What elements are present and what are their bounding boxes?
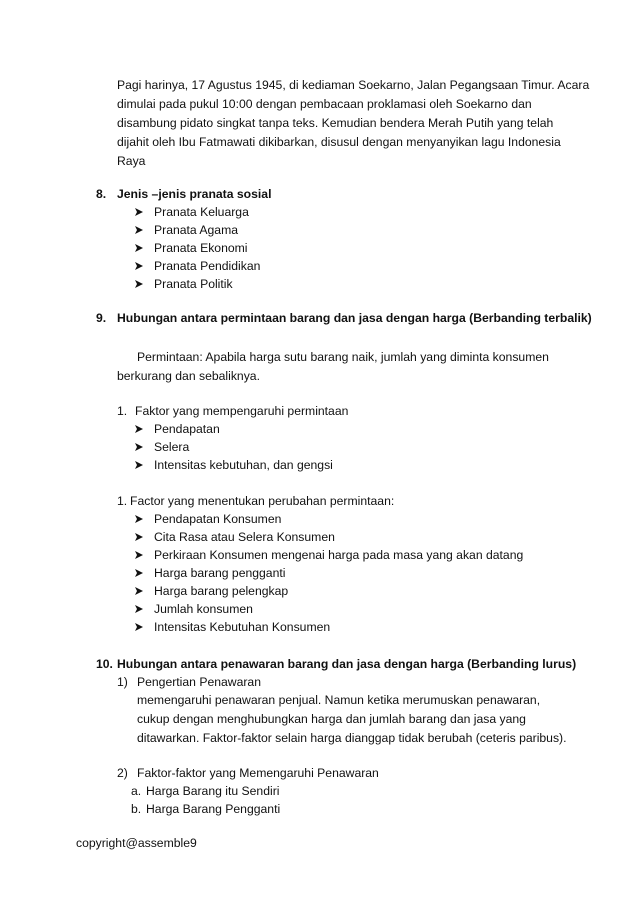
- list-item: Pranata Ekonomi: [154, 241, 248, 255]
- section-10-number: 10.: [96, 657, 113, 671]
- list-item: Jumlah konsumen: [154, 602, 253, 616]
- arrowhead-bullet-icon: [134, 257, 144, 275]
- sub2-item-text: Harga Barang itu Sendiri: [146, 784, 280, 798]
- arrowhead-bullet-icon: [134, 239, 144, 257]
- arrowhead-bullet-icon: [134, 203, 144, 221]
- sub1-line-1: memengaruhi penawaran penjual. Namun ketika merumuskan penawaran,: [137, 693, 541, 707]
- list-item: Harga barang pelengkap: [154, 584, 289, 598]
- section-8-heading: Jenis –jenis pranata sosial: [117, 187, 272, 201]
- section-8-number: 8.: [96, 187, 107, 201]
- intro-line-5: Raya: [117, 154, 146, 168]
- list2-title: Factor yang menentukan perubahan permintaan:: [130, 494, 395, 508]
- list-item: Pranata Agama: [154, 223, 239, 237]
- arrowhead-bullet-icon: [134, 420, 144, 438]
- arrowhead-bullet-icon: [134, 456, 144, 474]
- intro-line-4: dijahit oleh Ibu Fatmawati dikibarkan, disusul dengan menyanyikan lagu Indonesia: [117, 135, 561, 149]
- sub1-title: Pengertian Penawaran: [137, 675, 261, 689]
- arrowhead-bullet-icon: [134, 221, 144, 239]
- sub2-item-letter: a.: [131, 784, 142, 798]
- list2-number: 1.: [117, 494, 128, 508]
- intro-line-2: dimulai pada pukul 10:00 dengan pembacaan proklamasi oleh Soekarno dan: [117, 97, 532, 111]
- list-item: Perkiraan Konsumen mengenai harga pada masa yang akan datang: [154, 548, 524, 562]
- list-item: Pendapatan Konsumen: [154, 512, 282, 526]
- arrowhead-bullet-icon: [134, 564, 144, 582]
- sub2-number: 2): [117, 766, 128, 780]
- sub1-number: 1): [117, 675, 128, 689]
- section-9-heading: Hubungan antara permintaan barang dan jasa dengan harga (Berbanding terbalik): [117, 311, 592, 325]
- arrowhead-bullet-icon: [134, 582, 144, 600]
- sub2-item-letter: b.: [131, 802, 142, 816]
- list-item: Pranata Keluarga: [154, 205, 249, 219]
- list1-title: Faktor yang mempengaruhi permintaan: [135, 404, 349, 418]
- list1-number: 1.: [117, 404, 128, 418]
- list-item: Selera: [154, 440, 190, 454]
- list-item: Harga barang pengganti: [154, 566, 286, 580]
- arrowhead-bullet-icon: [134, 546, 144, 564]
- list-item: Pranata Pendidikan: [154, 259, 261, 273]
- arrowhead-bullet-icon: [134, 275, 144, 293]
- sub1-line-3: ditawarkan. Faktor-faktor selain harga dianggap tidak berubah (ceteris paribus).: [137, 731, 567, 745]
- arrowhead-bullet-icon: [134, 528, 144, 546]
- list-item: Cita Rasa atau Selera Konsumen: [154, 530, 335, 544]
- list-item: Intensitas kebutuhan, dan gengsi: [154, 458, 333, 472]
- section-10-heading: Hubungan antara penawaran barang dan jasa dengan harga (Berbanding lurus): [117, 657, 577, 671]
- sub2-item-text: Harga Barang Pengganti: [146, 802, 281, 816]
- section-9-para-line-2: berkurang dan sebaliknya.: [117, 369, 260, 383]
- arrowhead-bullet-icon: [134, 600, 144, 618]
- list-item: Intensitas Kebutuhan Konsumen: [154, 620, 331, 634]
- list-item: Pendapatan: [154, 422, 220, 436]
- arrowhead-bullet-icon: [134, 438, 144, 456]
- footer-copyright: copyright@assemble9: [76, 836, 197, 850]
- arrowhead-bullet-icon: [134, 510, 144, 528]
- section-9-number: 9.: [96, 311, 107, 325]
- section-9-para-line-1: Permintaan: Apabila harga sutu barang naik, jumlah yang diminta konsumen: [137, 350, 549, 364]
- intro-line-1: Pagi harinya, 17 Agustus 1945, di kediaman Soekarno, Jalan Pegangsaan Timur. Acara: [117, 78, 590, 92]
- sub2-title: Faktor-faktor yang Memengaruhi Penawaran: [137, 766, 379, 780]
- sub1-line-2: cukup dengan menghubungkan harga dan jumlah barang dan jasa yang: [137, 712, 526, 726]
- list-item: Pranata Politik: [154, 277, 233, 291]
- arrowhead-bullet-icon: [134, 618, 144, 636]
- intro-line-3: disambung pidato singkat tanpa teks. Kemudian bendera Merah Putih yang telah: [117, 116, 554, 130]
